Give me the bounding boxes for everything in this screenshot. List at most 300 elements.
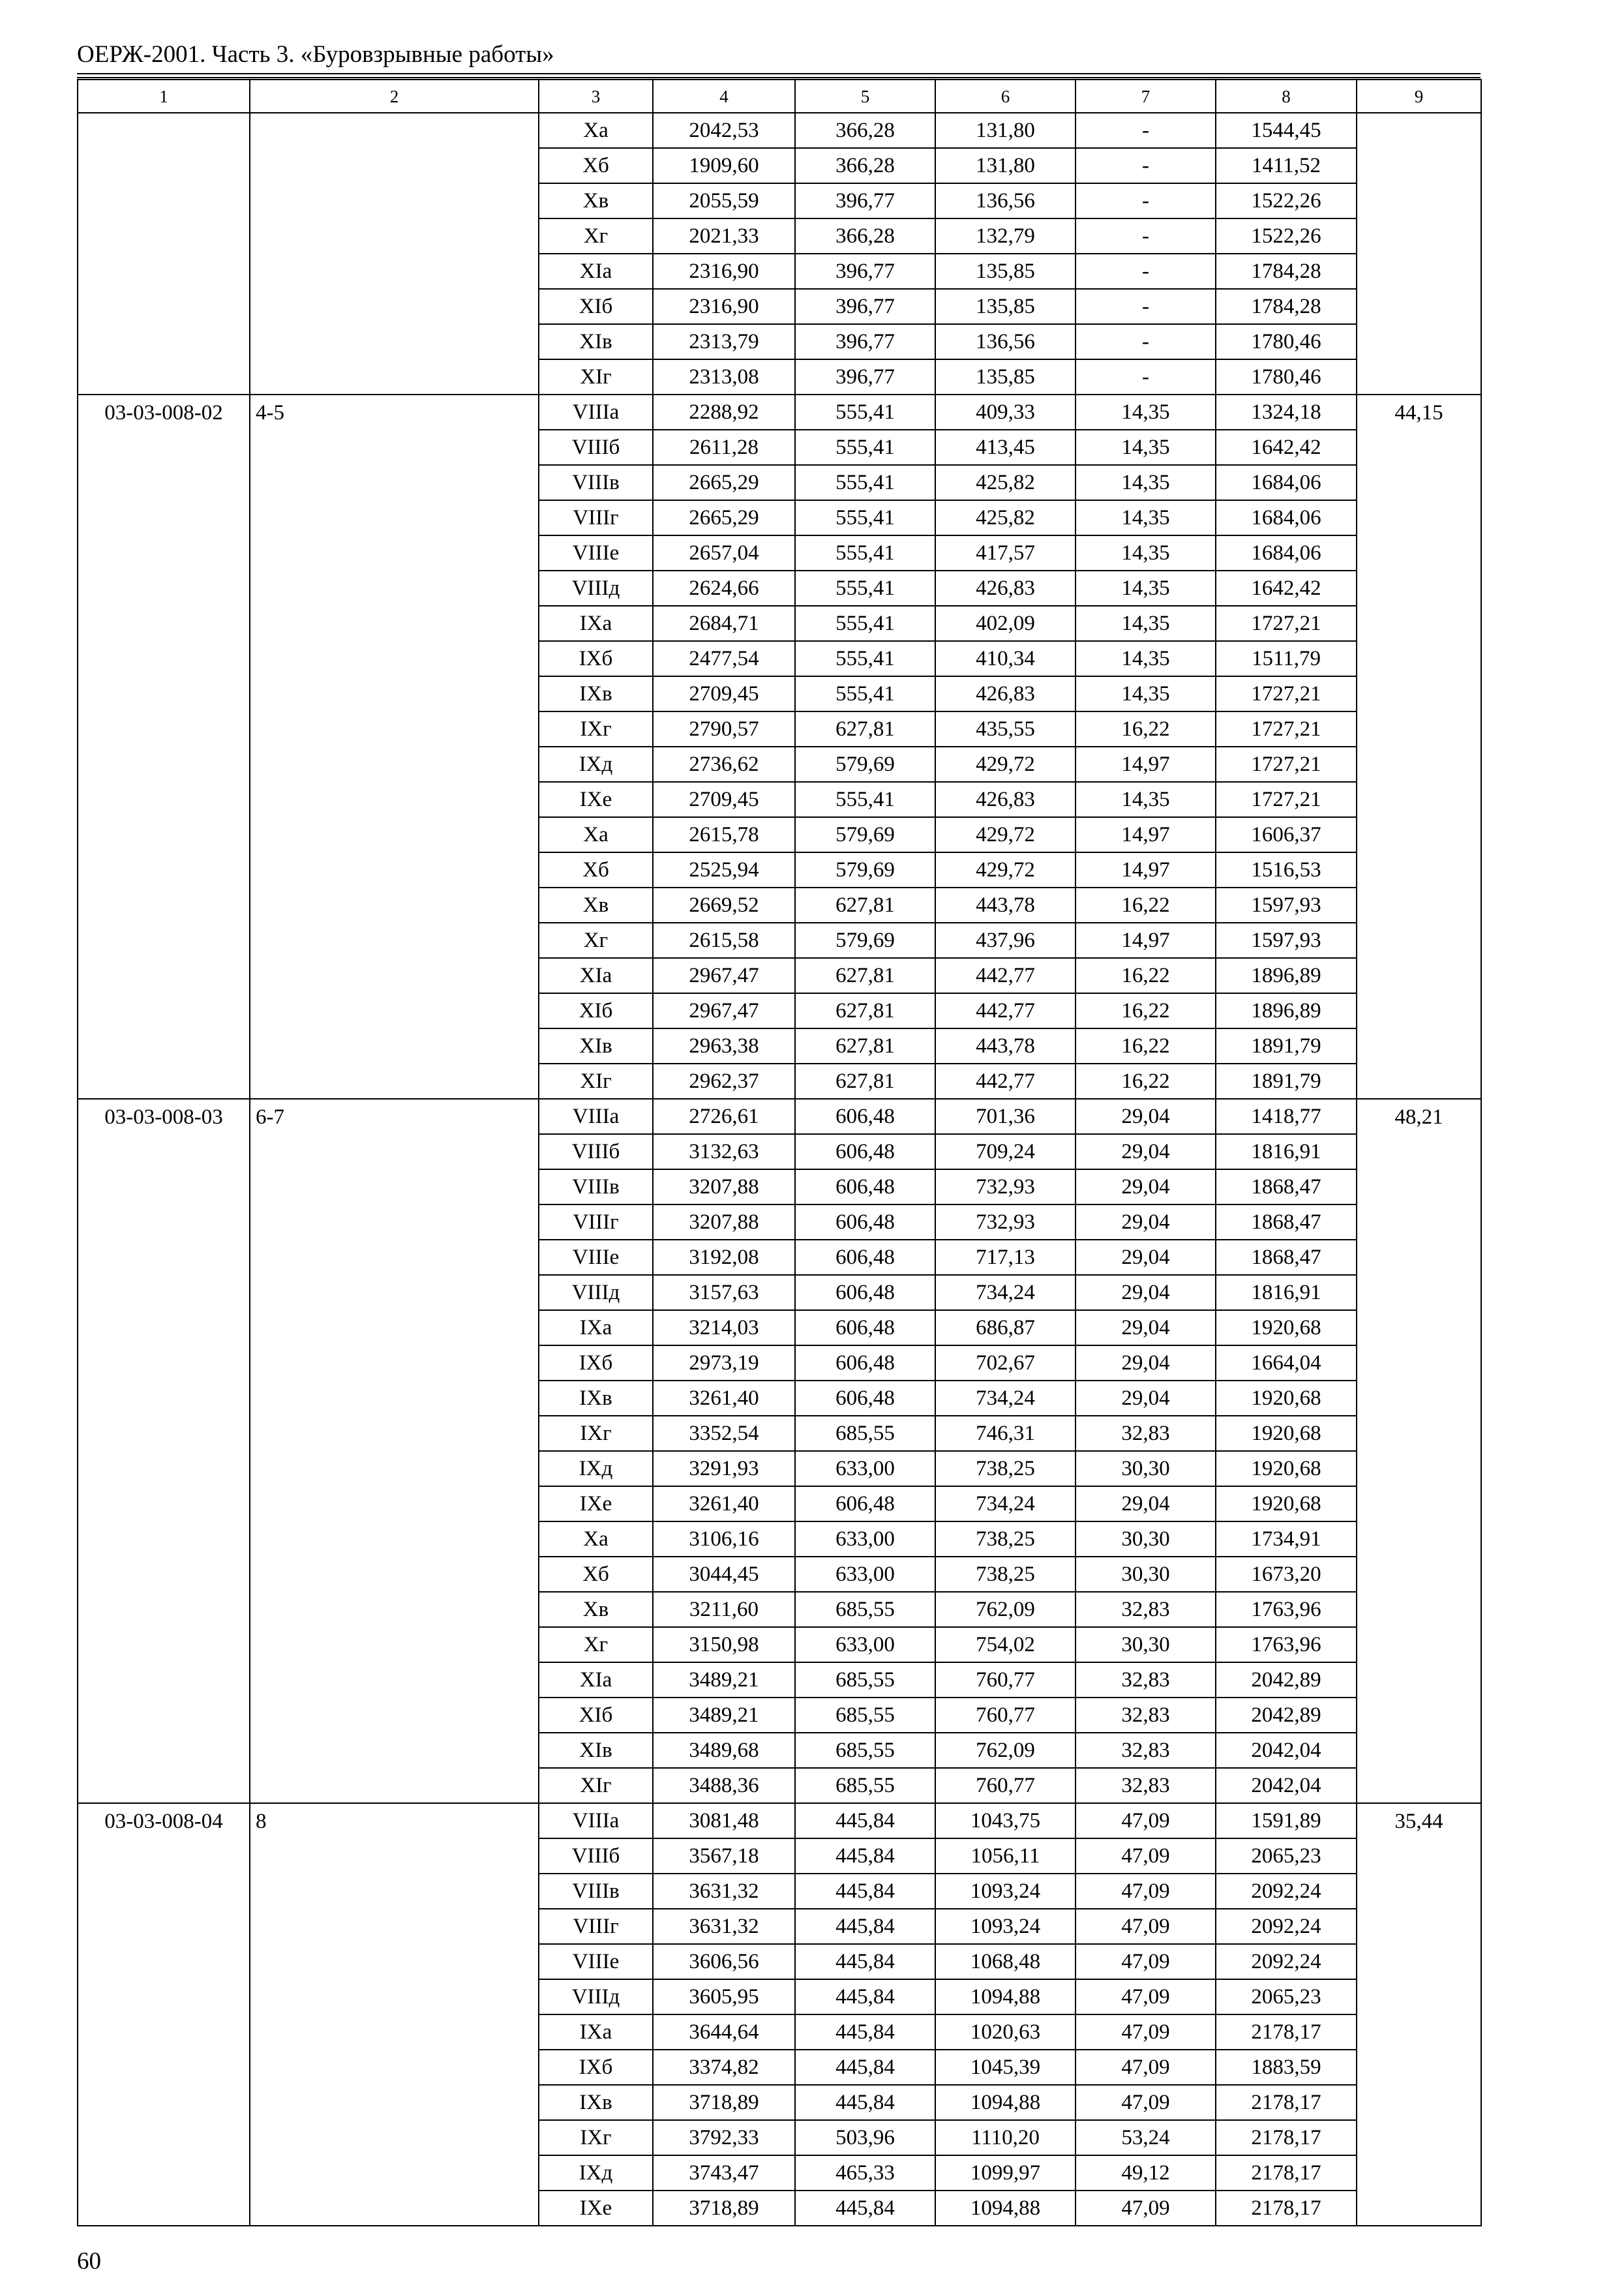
materials-cost-cell: 1727,21 [1216, 606, 1357, 641]
machine-cost-cell: 426,83 [935, 782, 1075, 817]
labor-cost-cell: 606,48 [795, 1381, 935, 1416]
rock-group-cell: VIIIe [539, 1240, 653, 1275]
labor-cost-cell: 445,84 [795, 2050, 935, 2085]
materials-cost-cell: 1891,79 [1216, 1028, 1357, 1064]
labor-cost-cell: 606,48 [795, 1169, 935, 1204]
machine-cost-cell: 1056,11 [935, 1838, 1075, 1874]
rock-group-cell: XIa [539, 1662, 653, 1698]
materials-cost-cell: 1522,26 [1216, 218, 1357, 254]
labor-cost-cell: 627,81 [795, 958, 935, 993]
materials-cost-cell: 1868,47 [1216, 1240, 1357, 1275]
rock-group-cell: VIIIe [539, 1944, 653, 1979]
driver-wage-cell: 29,04 [1075, 1099, 1216, 1134]
labor-cost-cell: 685,55 [795, 1768, 935, 1803]
machine-cost-cell: 1093,24 [935, 1909, 1075, 1944]
total-cost-cell: 2615,78 [653, 817, 795, 852]
driver-wage-cell: 14,35 [1075, 571, 1216, 606]
driver-wage-cell: 16,22 [1075, 888, 1216, 923]
labor-cost-cell: 555,41 [795, 641, 935, 676]
labor-cost-cell: 445,84 [795, 2191, 935, 2226]
materials-cost-cell: 2042,89 [1216, 1662, 1357, 1698]
total-cost-cell: 3644,64 [653, 2014, 795, 2050]
driver-wage-cell: 14,35 [1075, 465, 1216, 500]
machine-cost-cell: 131,80 [935, 148, 1075, 183]
labor-hours-cell: 48,21 [1357, 1099, 1481, 1803]
total-cost-cell: 2967,47 [653, 958, 795, 993]
materials-cost-cell: 1411,52 [1216, 148, 1357, 183]
machine-cost-cell: 732,93 [935, 1169, 1075, 1204]
total-cost-cell: 2042,53 [653, 113, 795, 148]
materials-cost-cell: 1727,21 [1216, 782, 1357, 817]
table-body [78, 80, 1481, 2226]
total-cost-cell: 3214,03 [653, 1310, 795, 1345]
machine-cost-cell: 135,85 [935, 254, 1075, 289]
materials-cost-cell: 1591,89 [1216, 1803, 1357, 1838]
total-cost-cell: 3044,45 [653, 1557, 795, 1592]
driver-wage-cell: 29,04 [1075, 1134, 1216, 1169]
labor-cost-cell: 633,00 [795, 1451, 935, 1486]
materials-cost-cell: 1727,21 [1216, 747, 1357, 782]
materials-cost-cell: 2092,24 [1216, 1909, 1357, 1944]
machine-cost-cell: 738,25 [935, 1557, 1075, 1592]
rock-group-cell: XIб [539, 1698, 653, 1733]
machine-cost-cell: 426,83 [935, 676, 1075, 711]
driver-wage-cell: 47,09 [1075, 1979, 1216, 2014]
materials-cost-cell: 1734,91 [1216, 1521, 1357, 1557]
total-cost-cell: 3606,56 [653, 1944, 795, 1979]
labor-cost-cell: 555,41 [795, 535, 935, 571]
parameter-cell: 8 [250, 1803, 539, 2226]
total-cost-cell: 2736,62 [653, 747, 795, 782]
labor-cost-cell: 633,00 [795, 1627, 935, 1662]
header-rule-double [77, 77, 1481, 78]
labor-cost-cell: 555,41 [795, 395, 935, 430]
total-cost-cell: 3718,89 [653, 2191, 795, 2226]
machine-cost-cell: 131,80 [935, 113, 1075, 148]
labor-cost-cell: 579,69 [795, 852, 935, 888]
driver-wage-cell: - [1075, 218, 1216, 254]
rock-group-cell: VIIIв [539, 465, 653, 500]
rock-group-cell: Xб [539, 852, 653, 888]
rock-group-cell: XIв [539, 1028, 653, 1064]
labor-cost-cell: 445,84 [795, 1944, 935, 1979]
machine-cost-cell: 425,82 [935, 500, 1075, 535]
rock-group-cell: VIIIв [539, 1874, 653, 1909]
labor-cost-cell: 685,55 [795, 1592, 935, 1627]
driver-wage-cell: - [1075, 254, 1216, 289]
total-cost-cell: 3211,60 [653, 1592, 795, 1627]
driver-wage-cell: 16,22 [1075, 993, 1216, 1028]
total-cost-cell: 3150,98 [653, 1627, 795, 1662]
labor-cost-cell: 579,69 [795, 747, 935, 782]
materials-cost-cell: 1891,79 [1216, 1064, 1357, 1099]
driver-wage-cell: 49,12 [1075, 2155, 1216, 2191]
materials-cost-cell: 1642,42 [1216, 430, 1357, 465]
table-row [78, 1099, 1481, 1134]
table-row [78, 113, 1481, 148]
driver-wage-cell: 47,09 [1075, 2191, 1216, 2226]
labor-cost-cell: 396,77 [795, 254, 935, 289]
materials-cost-cell: 1920,68 [1216, 1451, 1357, 1486]
machine-cost-cell: 413,45 [935, 430, 1075, 465]
rock-group-cell: XIг [539, 1064, 653, 1099]
machine-cost-cell: 429,72 [935, 747, 1075, 782]
rock-group-cell: IXв [539, 676, 653, 711]
total-cost-cell: 2967,47 [653, 993, 795, 1028]
driver-wage-cell: 47,09 [1075, 2014, 1216, 2050]
table-row [78, 1803, 1481, 1838]
rock-group-cell: XIa [539, 958, 653, 993]
driver-wage-cell: 14,35 [1075, 395, 1216, 430]
total-cost-cell: 2477,54 [653, 641, 795, 676]
rock-group-cell: IXг [539, 2120, 653, 2155]
materials-cost-cell: 1684,06 [1216, 500, 1357, 535]
rock-group-cell: IXв [539, 2085, 653, 2120]
machine-cost-cell: 429,72 [935, 817, 1075, 852]
materials-cost-cell: 2042,04 [1216, 1768, 1357, 1803]
materials-cost-cell: 2178,17 [1216, 2191, 1357, 2226]
machine-cost-cell: 1045,39 [935, 2050, 1075, 2085]
machine-cost-cell: 762,09 [935, 1592, 1075, 1627]
rock-group-cell: VIIIд [539, 1979, 653, 2014]
labor-cost-cell: 606,48 [795, 1134, 935, 1169]
materials-cost-cell: 1896,89 [1216, 958, 1357, 993]
machine-cost-cell: 435,55 [935, 711, 1075, 747]
driver-wage-cell: 32,83 [1075, 1768, 1216, 1803]
driver-wage-cell: 29,04 [1075, 1381, 1216, 1416]
total-cost-cell: 3132,63 [653, 1134, 795, 1169]
page-header: ОЕРЖ-2001. Часть 3. «Буровзрывные работы» [77, 41, 554, 68]
header-rule [77, 73, 1481, 74]
total-cost-cell: 3792,33 [653, 2120, 795, 2155]
rock-group-cell: Xг [539, 1627, 653, 1662]
materials-cost-cell: 1324,18 [1216, 395, 1357, 430]
labor-cost-cell: 627,81 [795, 1028, 935, 1064]
materials-cost-cell: 1784,28 [1216, 289, 1357, 324]
materials-cost-cell: 1920,68 [1216, 1486, 1357, 1521]
machine-cost-cell: 1110,20 [935, 2120, 1075, 2155]
machine-cost-cell: 437,96 [935, 923, 1075, 958]
driver-wage-cell: 14,35 [1075, 535, 1216, 571]
materials-cost-cell: 2065,23 [1216, 1838, 1357, 1874]
rate-code-cell [78, 113, 250, 395]
machine-cost-cell: 442,77 [935, 993, 1075, 1028]
materials-cost-cell: 2065,23 [1216, 1979, 1357, 2014]
machine-cost-cell: 738,25 [935, 1521, 1075, 1557]
materials-cost-cell: 1597,93 [1216, 888, 1357, 923]
machine-cost-cell: 132,79 [935, 218, 1075, 254]
labor-cost-cell: 606,48 [795, 1345, 935, 1381]
machine-cost-cell: 426,83 [935, 571, 1075, 606]
machine-cost-cell: 760,77 [935, 1698, 1075, 1733]
rock-group-cell: VIIIe [539, 535, 653, 571]
labor-cost-cell: 366,28 [795, 218, 935, 254]
total-cost-cell: 3352,54 [653, 1416, 795, 1451]
machine-cost-cell: 442,77 [935, 958, 1075, 993]
labor-cost-cell: 606,48 [795, 1099, 935, 1134]
rock-group-cell: IXд [539, 2155, 653, 2191]
rock-group-cell: Xб [539, 148, 653, 183]
driver-wage-cell: 32,83 [1075, 1733, 1216, 1768]
machine-cost-cell: 686,87 [935, 1310, 1075, 1345]
materials-cost-cell: 1511,79 [1216, 641, 1357, 676]
rock-group-cell: IXв [539, 1381, 653, 1416]
labor-cost-cell: 606,48 [795, 1275, 935, 1310]
rock-group-cell: VIIIa [539, 1099, 653, 1134]
machine-cost-cell: 709,24 [935, 1134, 1075, 1169]
labor-cost-cell: 366,28 [795, 148, 935, 183]
machine-cost-cell: 738,25 [935, 1451, 1075, 1486]
machine-cost-cell: 429,72 [935, 852, 1075, 888]
driver-wage-cell: 47,09 [1075, 1803, 1216, 1838]
materials-cost-cell: 1896,89 [1216, 993, 1357, 1028]
materials-cost-cell: 1763,96 [1216, 1592, 1357, 1627]
driver-wage-cell: 29,04 [1075, 1240, 1216, 1275]
materials-cost-cell: 2042,89 [1216, 1698, 1357, 1733]
rock-group-cell: XIб [539, 993, 653, 1028]
rock-group-cell: VIIIг [539, 1204, 653, 1240]
total-cost-cell: 3374,82 [653, 2050, 795, 2085]
total-cost-cell: 3743,47 [653, 2155, 795, 2191]
labor-cost-cell: 555,41 [795, 430, 935, 465]
labor-cost-cell: 555,41 [795, 606, 935, 641]
materials-cost-cell: 1684,06 [1216, 535, 1357, 571]
total-cost-cell: 2657,04 [653, 535, 795, 571]
materials-cost-cell: 1522,26 [1216, 183, 1357, 218]
total-cost-cell: 2055,59 [653, 183, 795, 218]
materials-cost-cell: 1418,77 [1216, 1099, 1357, 1134]
driver-wage-cell: 47,09 [1075, 1874, 1216, 1909]
total-cost-cell: 2963,38 [653, 1028, 795, 1064]
labor-hours-cell: 44,15 [1357, 395, 1481, 1099]
machine-cost-cell: 754,02 [935, 1627, 1075, 1662]
total-cost-cell: 2313,79 [653, 324, 795, 359]
total-cost-cell: 2669,52 [653, 888, 795, 923]
labor-cost-cell: 579,69 [795, 923, 935, 958]
materials-cost-cell: 2178,17 [1216, 2014, 1357, 2050]
total-cost-cell: 3207,88 [653, 1204, 795, 1240]
rock-group-cell: XIг [539, 1768, 653, 1803]
rock-group-cell: XIг [539, 359, 653, 395]
total-cost-cell: 2316,90 [653, 254, 795, 289]
machine-cost-cell: 1099,97 [935, 2155, 1075, 2191]
labor-cost-cell: 633,00 [795, 1557, 935, 1592]
materials-cost-cell: 2178,17 [1216, 2085, 1357, 2120]
driver-wage-cell: 16,22 [1075, 1064, 1216, 1099]
driver-wage-cell: 30,30 [1075, 1451, 1216, 1486]
labor-cost-cell: 445,84 [795, 2085, 935, 2120]
rock-group-cell: Xг [539, 923, 653, 958]
total-cost-cell: 3489,68 [653, 1733, 795, 1768]
driver-wage-cell: - [1075, 148, 1216, 183]
rock-group-cell: XIв [539, 1733, 653, 1768]
labor-cost-cell: 606,48 [795, 1240, 935, 1275]
total-cost-cell: 2624,66 [653, 571, 795, 606]
driver-wage-cell: 14,35 [1075, 430, 1216, 465]
rock-group-cell: IXa [539, 606, 653, 641]
labor-cost-cell: 606,48 [795, 1486, 935, 1521]
labor-cost-cell: 396,77 [795, 183, 935, 218]
driver-wage-cell: 32,83 [1075, 1416, 1216, 1451]
machine-cost-cell: 135,85 [935, 359, 1075, 395]
total-cost-cell: 3718,89 [653, 2085, 795, 2120]
labor-cost-cell: 627,81 [795, 993, 935, 1028]
materials-cost-cell: 1597,93 [1216, 923, 1357, 958]
total-cost-cell: 3631,32 [653, 1874, 795, 1909]
column-number-row [78, 80, 1481, 113]
labor-cost-cell: 579,69 [795, 817, 935, 852]
driver-wage-cell: 53,24 [1075, 2120, 1216, 2155]
rock-group-cell: IXa [539, 1310, 653, 1345]
parameter-cell: 4-5 [250, 395, 539, 1099]
machine-cost-cell: 732,93 [935, 1204, 1075, 1240]
total-cost-cell: 2525,94 [653, 852, 795, 888]
rock-group-cell: VIIIв [539, 1169, 653, 1204]
driver-wage-cell: 32,83 [1075, 1698, 1216, 1733]
materials-cost-cell: 1780,46 [1216, 359, 1357, 395]
rock-group-cell: Xв [539, 183, 653, 218]
driver-wage-cell: 16,22 [1075, 958, 1216, 993]
driver-wage-cell: 14,35 [1075, 676, 1216, 711]
column-number: 1 [78, 80, 250, 113]
machine-cost-cell: 409,33 [935, 395, 1075, 430]
rate-code-cell: 03-03-008-04 [78, 1803, 250, 2226]
rock-group-cell: IXe [539, 2191, 653, 2226]
rock-group-cell: IXг [539, 1416, 653, 1451]
driver-wage-cell: 30,30 [1075, 1627, 1216, 1662]
rate-code-cell: 03-03-008-03 [78, 1099, 250, 1803]
labor-cost-cell: 627,81 [795, 1064, 935, 1099]
rock-group-cell: VIIIa [539, 395, 653, 430]
labor-cost-cell: 627,81 [795, 888, 935, 923]
column-number: 9 [1357, 80, 1481, 113]
total-cost-cell: 3157,63 [653, 1275, 795, 1310]
materials-cost-cell: 1883,59 [1216, 2050, 1357, 2085]
total-cost-cell: 2726,61 [653, 1099, 795, 1134]
parameter-cell [250, 113, 539, 395]
driver-wage-cell: 32,83 [1075, 1592, 1216, 1627]
labor-cost-cell: 445,84 [795, 1803, 935, 1838]
machine-cost-cell: 1094,88 [935, 2085, 1075, 2120]
machine-cost-cell: 1094,88 [935, 1979, 1075, 2014]
rock-group-cell: Xб [539, 1557, 653, 1592]
materials-cost-cell: 2178,17 [1216, 2155, 1357, 2191]
rate-code-cell: 03-03-008-02 [78, 395, 250, 1099]
total-cost-cell: 2962,37 [653, 1064, 795, 1099]
rock-group-cell: Xг [539, 218, 653, 254]
total-cost-cell: 2665,29 [653, 500, 795, 535]
materials-cost-cell: 1816,91 [1216, 1275, 1357, 1310]
machine-cost-cell: 702,67 [935, 1345, 1075, 1381]
machine-cost-cell: 135,85 [935, 289, 1075, 324]
materials-cost-cell: 2092,24 [1216, 1944, 1357, 1979]
driver-wage-cell: 47,09 [1075, 1838, 1216, 1874]
labor-cost-cell: 685,55 [795, 1662, 935, 1698]
labor-hours-cell [1357, 113, 1481, 395]
total-cost-cell: 3489,21 [653, 1662, 795, 1698]
labor-cost-cell: 366,28 [795, 113, 935, 148]
machine-cost-cell: 443,78 [935, 1028, 1075, 1064]
labor-cost-cell: 555,41 [795, 782, 935, 817]
driver-wage-cell: 14,97 [1075, 817, 1216, 852]
labor-cost-cell: 445,84 [795, 1979, 935, 2014]
rock-group-cell: IXд [539, 1451, 653, 1486]
rock-group-cell: Xa [539, 1521, 653, 1557]
total-cost-cell: 3207,88 [653, 1169, 795, 1204]
materials-cost-cell: 1727,21 [1216, 676, 1357, 711]
machine-cost-cell: 136,56 [935, 324, 1075, 359]
materials-cost-cell: 1544,45 [1216, 113, 1357, 148]
total-cost-cell: 3631,32 [653, 1909, 795, 1944]
total-cost-cell: 2684,71 [653, 606, 795, 641]
machine-cost-cell: 1068,48 [935, 1944, 1075, 1979]
labor-cost-cell: 445,84 [795, 2014, 935, 2050]
materials-cost-cell: 1920,68 [1216, 1310, 1357, 1345]
total-cost-cell: 2973,19 [653, 1345, 795, 1381]
materials-cost-cell: 1920,68 [1216, 1416, 1357, 1451]
rock-group-cell: Xв [539, 1592, 653, 1627]
total-cost-cell: 2611,28 [653, 430, 795, 465]
driver-wage-cell: 29,04 [1075, 1486, 1216, 1521]
total-cost-cell: 2316,90 [653, 289, 795, 324]
labor-hours-cell: 35,44 [1357, 1803, 1481, 2226]
materials-cost-cell: 1516,53 [1216, 852, 1357, 888]
rock-group-cell: IXa [539, 2014, 653, 2050]
materials-cost-cell: 1727,21 [1216, 711, 1357, 747]
rock-group-cell: Xa [539, 113, 653, 148]
labor-cost-cell: 555,41 [795, 571, 935, 606]
rates-table [77, 79, 1482, 2226]
materials-cost-cell: 1606,37 [1216, 817, 1357, 852]
total-cost-cell: 2709,45 [653, 676, 795, 711]
rock-group-cell: IXe [539, 782, 653, 817]
driver-wage-cell: 29,04 [1075, 1310, 1216, 1345]
rock-group-cell: XIa [539, 254, 653, 289]
driver-wage-cell: 29,04 [1075, 1345, 1216, 1381]
rock-group-cell: Xa [539, 817, 653, 852]
total-cost-cell: 2665,29 [653, 465, 795, 500]
rock-group-cell: VIIIб [539, 1838, 653, 1874]
driver-wage-cell: 47,09 [1075, 1909, 1216, 1944]
driver-wage-cell: 14,35 [1075, 641, 1216, 676]
driver-wage-cell: 47,09 [1075, 1944, 1216, 1979]
driver-wage-cell: 14,35 [1075, 500, 1216, 535]
driver-wage-cell: - [1075, 289, 1216, 324]
materials-cost-cell: 1868,47 [1216, 1204, 1357, 1240]
labor-cost-cell: 445,84 [795, 1838, 935, 1874]
rock-group-cell: VIIIб [539, 430, 653, 465]
materials-cost-cell: 1664,04 [1216, 1345, 1357, 1381]
materials-cost-cell: 1763,96 [1216, 1627, 1357, 1662]
machine-cost-cell: 760,77 [935, 1768, 1075, 1803]
total-cost-cell: 3261,40 [653, 1381, 795, 1416]
machine-cost-cell: 410,34 [935, 641, 1075, 676]
column-number: 5 [795, 80, 935, 113]
machine-cost-cell: 425,82 [935, 465, 1075, 500]
labor-cost-cell: 396,77 [795, 289, 935, 324]
materials-cost-cell: 2092,24 [1216, 1874, 1357, 1909]
total-cost-cell: 2313,08 [653, 359, 795, 395]
materials-cost-cell: 1816,91 [1216, 1134, 1357, 1169]
labor-cost-cell: 606,48 [795, 1204, 935, 1240]
total-cost-cell: 3488,36 [653, 1768, 795, 1803]
driver-wage-cell: - [1075, 113, 1216, 148]
machine-cost-cell: 746,31 [935, 1416, 1075, 1451]
driver-wage-cell: 14,97 [1075, 747, 1216, 782]
machine-cost-cell: 1093,24 [935, 1874, 1075, 1909]
driver-wage-cell: - [1075, 183, 1216, 218]
driver-wage-cell: 30,30 [1075, 1557, 1216, 1592]
